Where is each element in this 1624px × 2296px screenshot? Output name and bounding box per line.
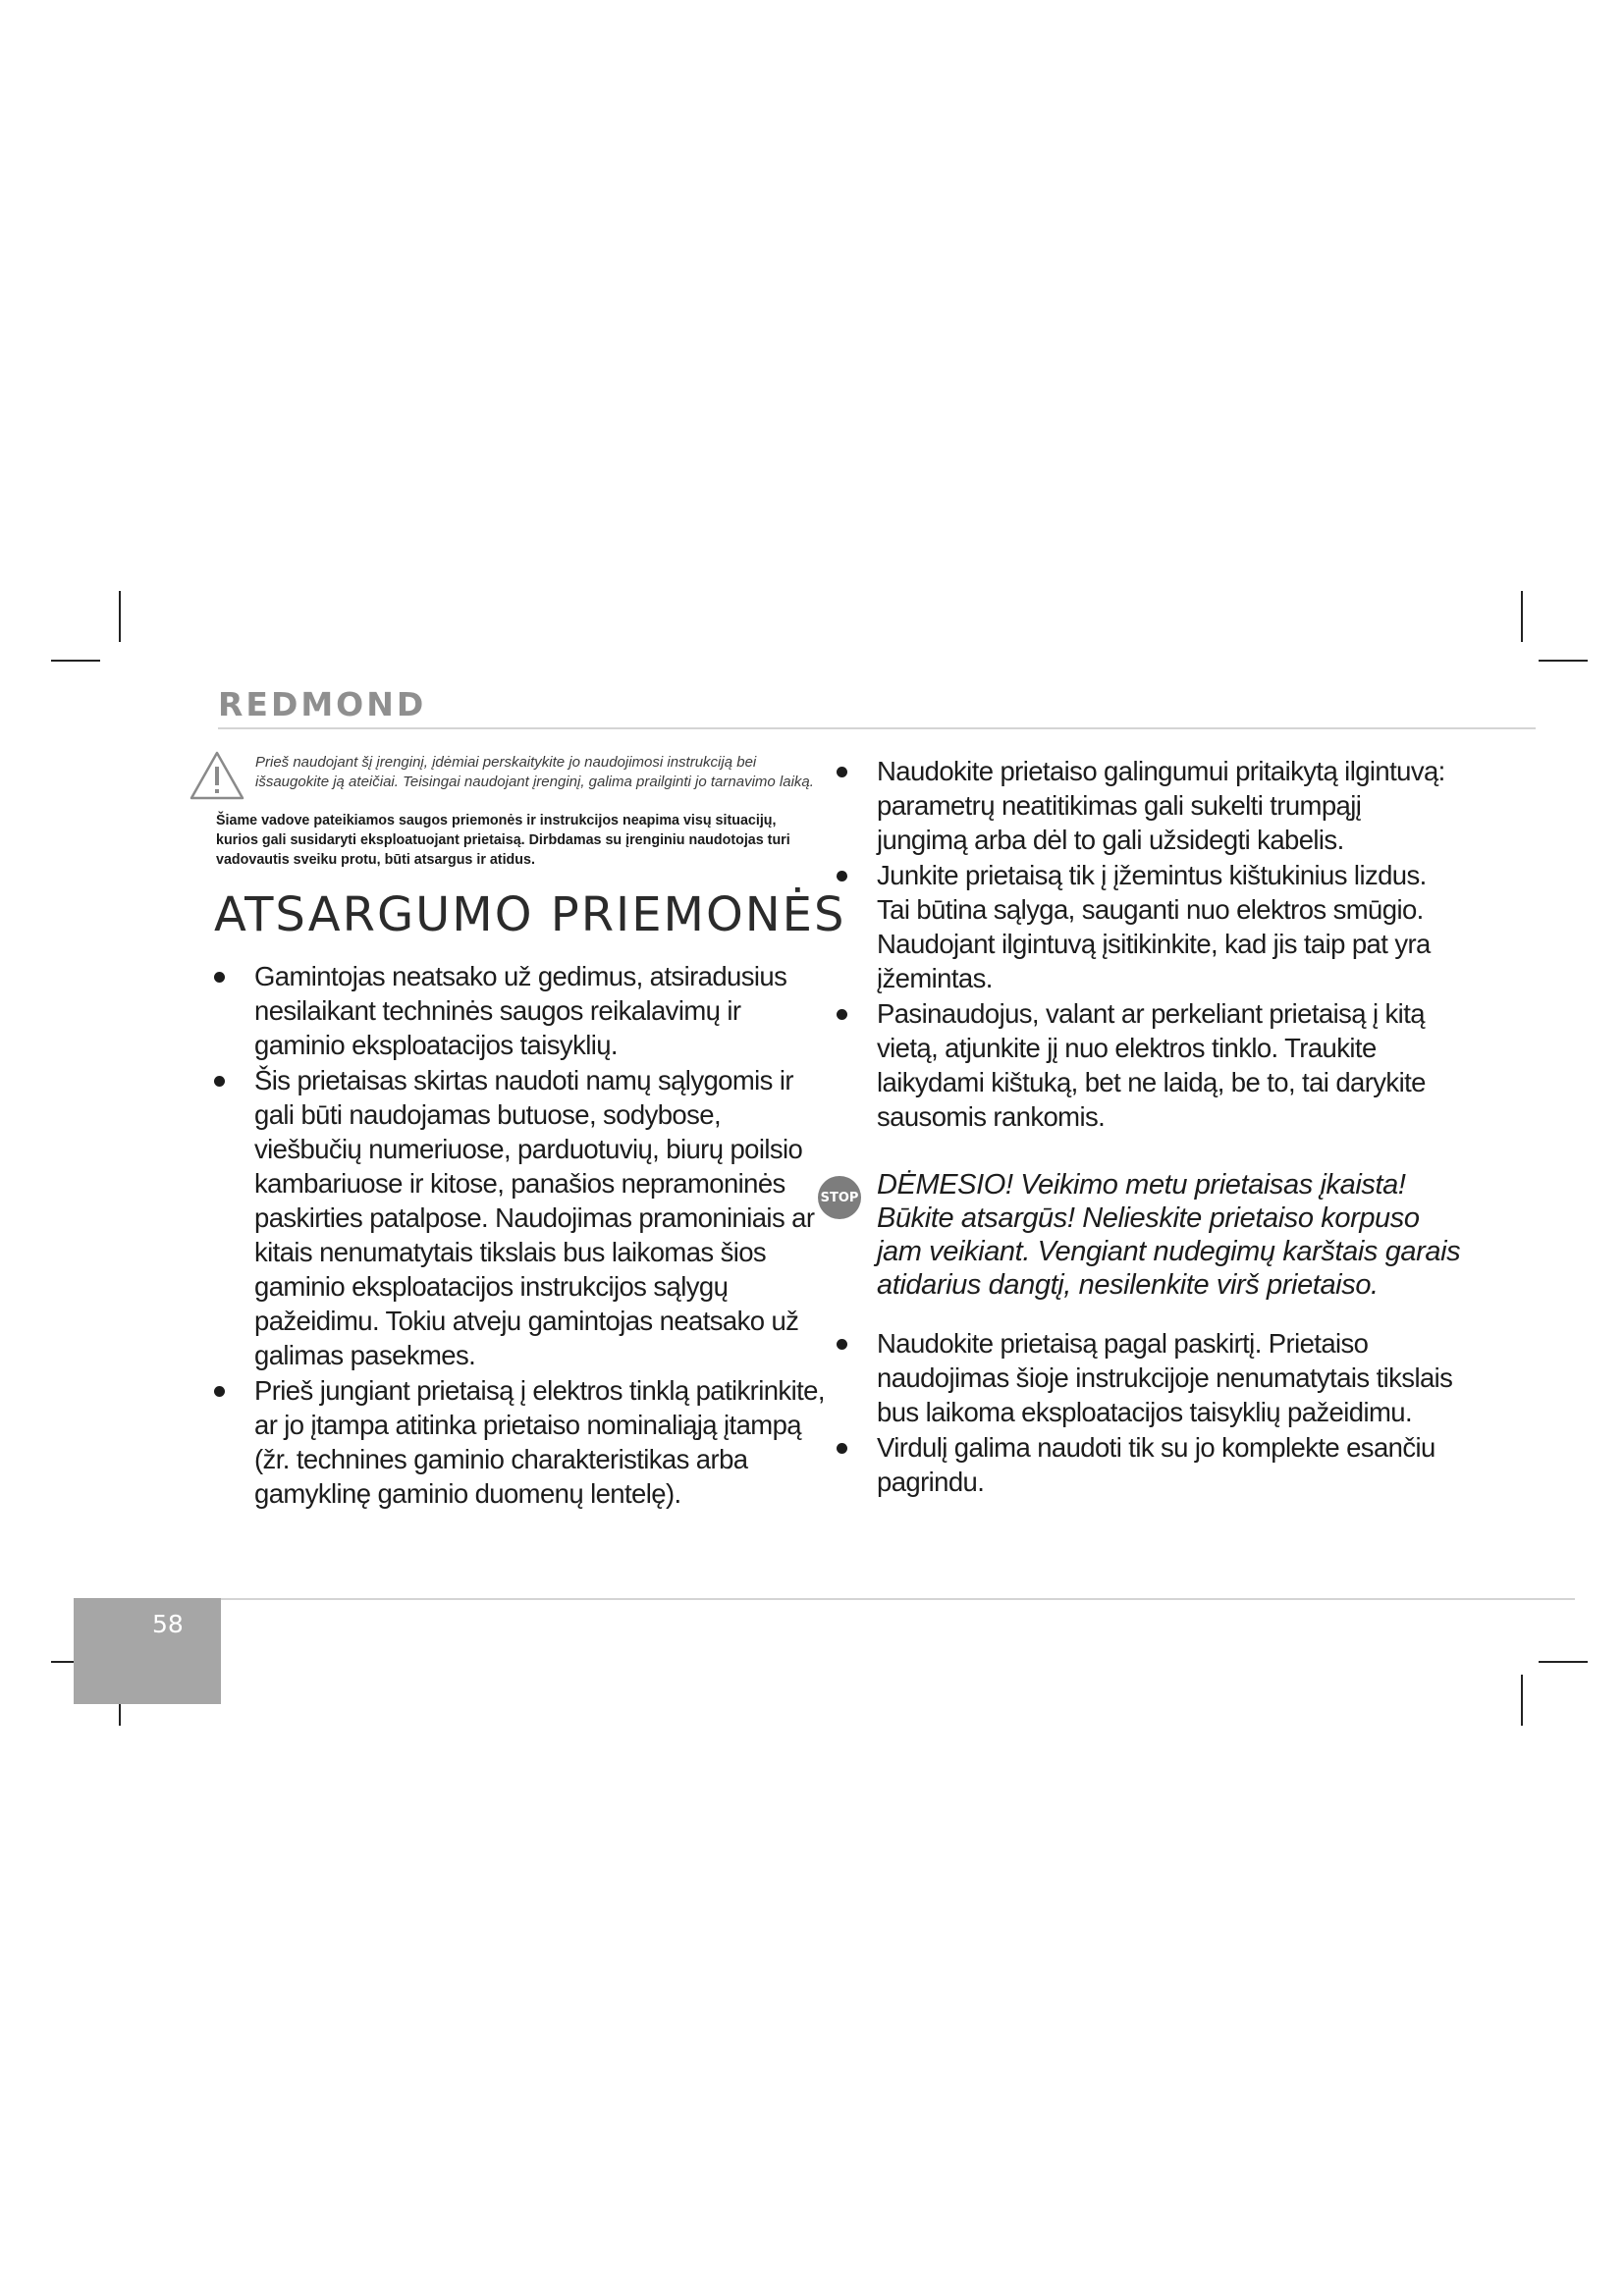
- list-item: Gamintojas neatsako už gedimus, atsiradusius nesilaikant techninės saugos reikalavimų ir gaminio eksploatacijos taisyklių.: [214, 959, 827, 1062]
- crop-mark: [1539, 660, 1588, 662]
- page-number: 58: [152, 1610, 184, 1638]
- precautions-list-right-continued: [837, 1326, 1457, 1500]
- list-item: Pasinaudojus, valant ar perkeliant prietaisą į kitą vietą, atjunkite jį nuo elektros tinklo. Traukite laikydami kištuką, bet ne laidą, be to, tai darykite sausomis rankomis.: [837, 996, 1457, 1134]
- list-item: Naudokite prietaisą pagal paskirtį. Prietaiso naudojimas šioje instrukcijoje nenumatytais tikslais bus laikoma eksploatacijos taisyklių pažeidimu.: [837, 1326, 1457, 1429]
- crop-mark: [119, 591, 121, 642]
- crop-mark: [1521, 591, 1523, 642]
- warning-triangle-icon: [189, 750, 245, 801]
- crop-mark: [1521, 1675, 1523, 1726]
- list-item: Prieš jungiant prietaisą į elektros tinklą patikrinkite, ar jo įtampa atitinka prietaiso nominaliąją įtampą (žr. technines gaminio charakteristikas arba gamyklinę gaminio duomenų lentelę).: [214, 1373, 827, 1511]
- stop-icon: [818, 1176, 861, 1219]
- list-item: Naudokite prietaiso galingumui pritaikytą ilgintuvą: parametrų neatitikimas gali sukelti trumpąjį jungimą arba dėl to gali užsidegti kabelis.: [837, 754, 1457, 857]
- list-item: Virdulį galima naudoti tik su jo komplekte esančiu pagrindu.: [837, 1430, 1457, 1499]
- precautions-list-left: [214, 959, 827, 1512]
- intro-note: Prieš naudojant šį įrenginį, įdėmiai perskaitykite jo naudojimosi instrukciją bei išsaugokite ją ateičiai. Teisingai naudojant įrenginį, galima prailginti jo tarnavimo laiką.: [255, 754, 814, 790]
- safety-note: Šiame vadove pateikiamos saugos priemonės ir instrukcijos neapima visų situacijų, kurios gali susidaryti eksploatuojant prietaisą. Dirbdamas su įrenginiu naudotojas turi vadovautis sveiku protu, būti atsargus ir atidus.: [216, 813, 790, 868]
- page-number-box: [74, 1598, 221, 1704]
- crop-mark: [1539, 1661, 1588, 1663]
- precautions-list-right: [837, 754, 1457, 1135]
- warning-notice: DĖMESIO! Veikimo metu prietaisas įkaista! Būkite atsargūs! Nelieskite prietaiso korpuso jam veikiant. Vengiant nudegimų karštais garais atidarius dangtį, nesilenkite virš prietaiso.: [877, 1169, 1461, 1301]
- brand-logo: REDMOND: [218, 685, 427, 723]
- stop-icon-label: STOP: [820, 1190, 859, 1205]
- list-item: Šis prietaisas skirtas naudoti namų sąlygomis ir gali būti naudojamas butuose, sodybose, viešbučių numeriuose, parduotuvių, biurų poilsio kambariuose ir kitose, panašios nepramoninės paskirties patalpose. Naudojimas pramoniniais ar kitais nenumatytais tikslais bus laikomas šios gaminio eksploatacijos instrukcijos sąlygų pažeidimu. Tokiu atveju gamintojas neatsako už galimas pasekmes.: [214, 1063, 827, 1372]
- footer-rule: [218, 1598, 1575, 1600]
- crop-mark: [51, 660, 100, 662]
- section-heading: ATSARGUMO PRIEMONĖS: [214, 887, 846, 942]
- header-rule: [218, 727, 1536, 729]
- list-item: Junkite prietaisą tik į įžemintus kištukinius lizdus. Tai būtina sąlyga, sauganti nuo elektros smūgio. Naudojant ilgintuvą įsitikinkite, kad jis taip pat yra įžemintas.: [837, 858, 1457, 995]
